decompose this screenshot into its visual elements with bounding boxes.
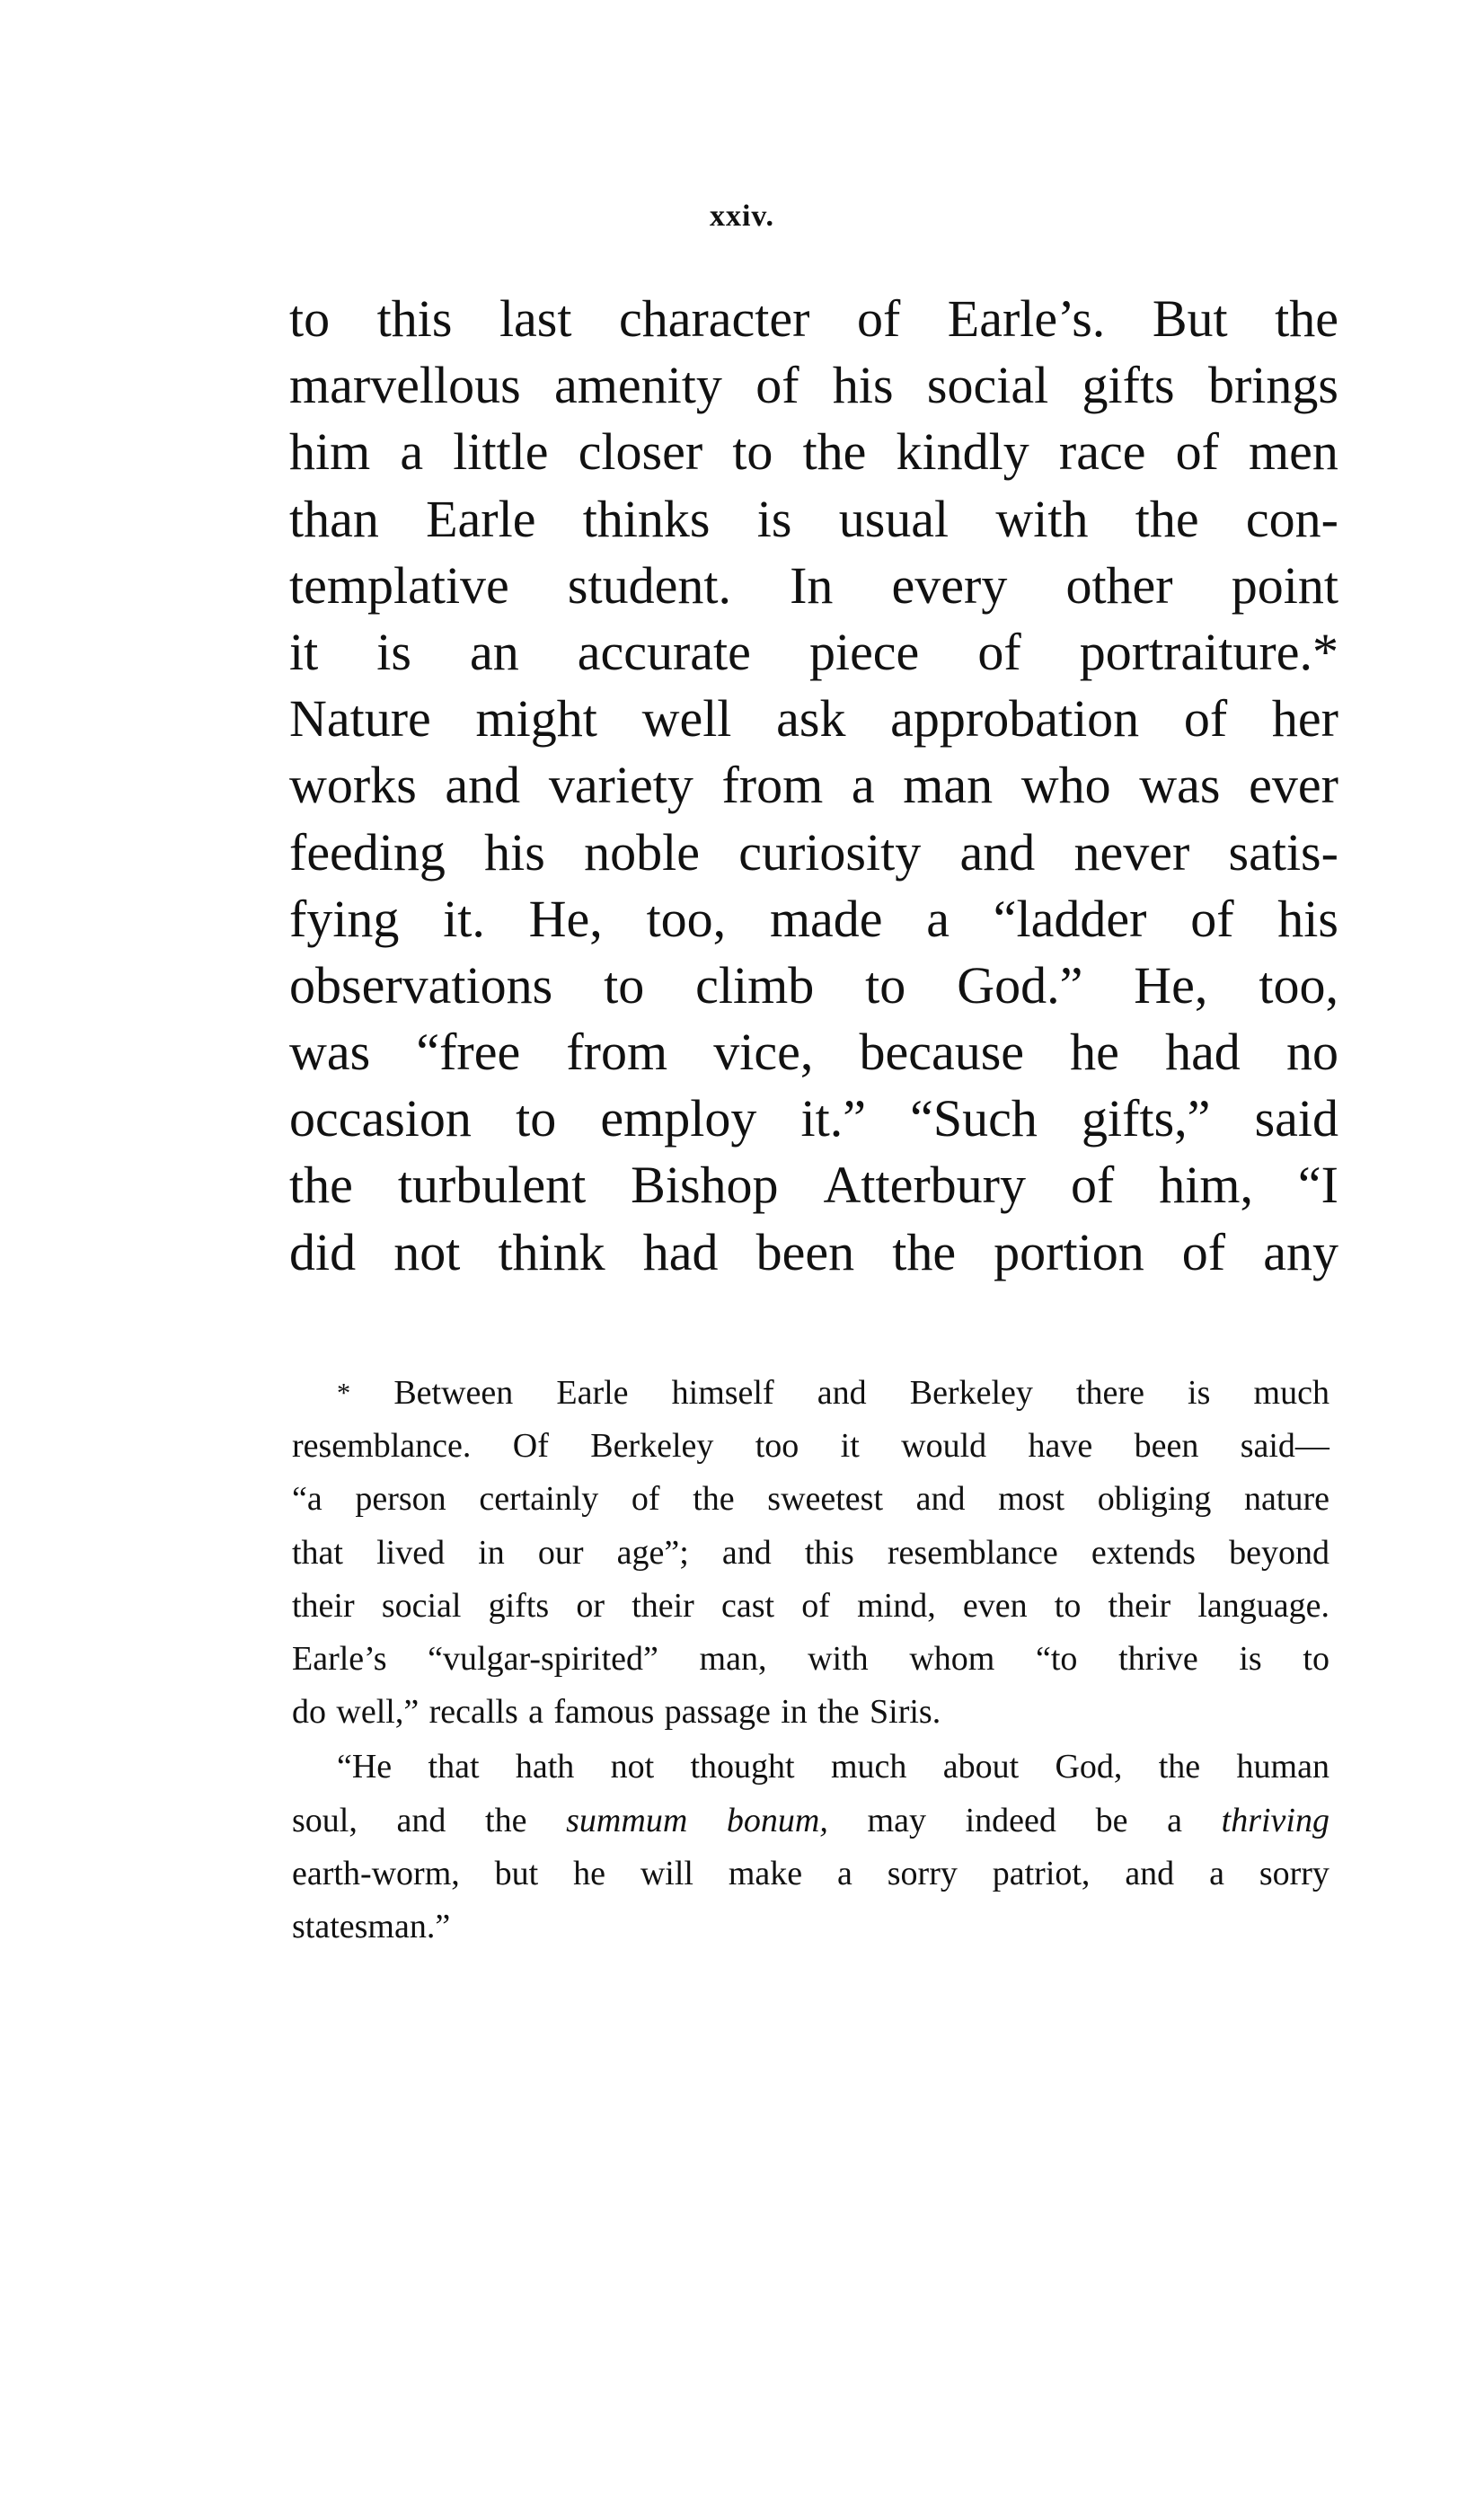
word: a <box>400 422 424 482</box>
word: amenity <box>554 356 722 415</box>
word: beyond <box>1229 1533 1329 1572</box>
footnote-line <box>292 1367 1329 1420</box>
word: much <box>830 1748 907 1786</box>
word: been <box>1134 1427 1199 1466</box>
word: well <box>641 689 732 749</box>
word: his <box>484 822 545 882</box>
text-line <box>289 619 1338 686</box>
text-line <box>289 1086 1338 1152</box>
word: or <box>576 1586 605 1625</box>
word: not <box>393 1222 461 1281</box>
word: our <box>537 1533 584 1572</box>
word: recalls <box>428 1693 518 1732</box>
word: and <box>817 1374 867 1412</box>
word: it <box>289 622 319 681</box>
footnote <box>292 1367 1329 1954</box>
word: portion <box>994 1222 1144 1281</box>
word: any <box>1263 1222 1338 1281</box>
word: an <box>469 622 519 681</box>
word: turbulent <box>397 1156 587 1215</box>
word: this <box>376 289 453 348</box>
footnote-line <box>292 1527 1329 1580</box>
word: sorry <box>1259 1854 1329 1892</box>
word: of <box>1175 422 1219 482</box>
word: statesman.” <box>292 1907 451 1945</box>
word: even <box>962 1586 1028 1625</box>
word: sorry <box>887 1854 958 1892</box>
word: employ <box>600 1089 757 1148</box>
word: thought <box>690 1748 795 1786</box>
word: soul, <box>292 1801 358 1839</box>
word: piece <box>808 622 920 681</box>
word: accurate <box>577 622 751 681</box>
word: cast <box>721 1586 775 1625</box>
text-line <box>289 286 1338 352</box>
word: vice, <box>713 1023 814 1082</box>
word: Berkeley <box>909 1374 1033 1412</box>
word: student. <box>567 555 731 615</box>
word: Of <box>512 1427 549 1466</box>
word: social <box>926 356 1049 415</box>
word: age”; <box>616 1533 689 1572</box>
word: curiosity <box>738 822 922 882</box>
word: occasion <box>289 1089 472 1148</box>
word: Bishop <box>631 1156 779 1215</box>
word: that <box>428 1748 480 1786</box>
word: language. <box>1197 1586 1329 1625</box>
word: and <box>915 1480 966 1519</box>
word: feeding <box>289 822 446 882</box>
word: resemblance <box>887 1533 1058 1572</box>
word: and <box>396 1801 446 1839</box>
word: from <box>721 756 824 815</box>
word: him, <box>1159 1156 1253 1215</box>
footnote-line <box>292 1633 1329 1686</box>
page-number: xxiv. <box>709 199 775 233</box>
word: “vulgar-spirited” <box>428 1639 658 1678</box>
word: a <box>528 1693 543 1732</box>
word: Berkeley <box>590 1427 714 1466</box>
word: “Such <box>910 1089 1038 1148</box>
word: he <box>573 1854 605 1892</box>
word: thriving <box>1221 1801 1329 1839</box>
word: in <box>781 1693 808 1732</box>
word: a <box>926 889 950 948</box>
word: of <box>1181 1222 1226 1281</box>
word: him <box>289 422 371 482</box>
text-line <box>289 886 1338 953</box>
word: mind, <box>857 1586 936 1625</box>
text-line <box>289 1152 1338 1219</box>
word: God.” <box>957 955 1083 1015</box>
word: of <box>977 622 1021 681</box>
word: may <box>867 1801 926 1839</box>
footnote-line <box>292 1741 1329 1794</box>
text-line <box>289 1019 1338 1086</box>
word: hath <box>515 1748 575 1786</box>
word: with <box>995 489 1089 548</box>
word: too, <box>646 889 727 948</box>
word: God, <box>1055 1748 1123 1786</box>
word: Earle’s. <box>947 289 1106 348</box>
word: variety <box>548 756 693 815</box>
word: social <box>381 1586 462 1625</box>
word: “free <box>416 1023 521 1082</box>
word: well,” <box>336 1693 420 1732</box>
word: her <box>1271 689 1338 749</box>
word: than <box>289 489 379 548</box>
word: was <box>1139 756 1221 815</box>
word: “to <box>1035 1639 1078 1678</box>
word: of <box>755 356 799 415</box>
word: Siris. <box>870 1693 941 1732</box>
text-line <box>289 486 1338 553</box>
word: Nature <box>289 689 431 749</box>
word: do <box>292 1693 326 1732</box>
text-line <box>289 419 1338 485</box>
word: a <box>851 756 875 815</box>
word: every <box>891 555 1008 615</box>
word: would <box>901 1427 987 1466</box>
text-line <box>289 953 1338 1019</box>
word: their <box>1108 1586 1171 1625</box>
word: person <box>355 1480 446 1519</box>
word: point <box>1231 555 1338 615</box>
word: gifts <box>488 1586 550 1625</box>
word: last <box>499 289 572 348</box>
word: a <box>837 1854 852 1892</box>
word: too, <box>1259 955 1338 1015</box>
word: a <box>1167 1801 1182 1839</box>
word: man <box>903 756 994 815</box>
word: and <box>959 822 1036 882</box>
word: usual <box>838 489 950 548</box>
word: certainly <box>479 1480 599 1519</box>
word: is <box>376 622 411 681</box>
word: never <box>1073 822 1190 882</box>
word: observations <box>289 955 553 1015</box>
word: did <box>289 1222 357 1281</box>
word: had <box>1165 1023 1241 1082</box>
word: thrive <box>1118 1639 1198 1678</box>
word: Earle’s <box>292 1639 387 1678</box>
word: satis- <box>1228 822 1338 882</box>
word: “He <box>337 1748 393 1786</box>
word: it.” <box>800 1089 866 1148</box>
word: to <box>604 955 645 1015</box>
word: patriot, <box>992 1854 1091 1892</box>
word: noble <box>584 822 700 882</box>
word: to <box>732 422 773 482</box>
word: and <box>721 1533 772 1572</box>
word: made <box>769 889 883 948</box>
footnote-line <box>292 1848 1329 1901</box>
footnote-line <box>292 1580 1329 1633</box>
word: to <box>1303 1639 1329 1678</box>
word: He, <box>1134 955 1208 1015</box>
word: the <box>892 1222 957 1281</box>
word: their <box>292 1586 355 1625</box>
word: from <box>566 1023 668 1082</box>
word: of <box>631 1480 660 1519</box>
body-text <box>289 286 1338 1286</box>
word: have <box>1028 1427 1093 1466</box>
word: the <box>289 1156 353 1215</box>
word: and <box>445 756 521 815</box>
word: of <box>801 1586 830 1625</box>
word: race <box>1058 422 1146 482</box>
word: little <box>453 422 549 482</box>
word: Earle <box>556 1374 629 1412</box>
word: this <box>804 1533 854 1572</box>
word: whom <box>909 1639 995 1678</box>
word: that <box>292 1533 343 1572</box>
word: he <box>1070 1023 1119 1082</box>
word: Between <box>393 1374 514 1412</box>
word: sweetest <box>767 1480 884 1519</box>
footnote-line <box>292 1473 1329 1526</box>
word: works <box>289 756 417 815</box>
text-line <box>289 352 1338 419</box>
word: character <box>618 289 810 348</box>
word: a <box>1209 1854 1224 1892</box>
word: think <box>498 1222 605 1281</box>
word: not <box>610 1748 655 1786</box>
word: in <box>478 1533 505 1572</box>
word: climb <box>695 955 815 1015</box>
word: passage <box>664 1693 771 1732</box>
footnote-marker: * <box>337 1378 351 1408</box>
word: make <box>728 1854 803 1892</box>
word: ask <box>776 689 846 749</box>
word: “I <box>1297 1156 1338 1215</box>
word: no <box>1285 1023 1338 1082</box>
word: the <box>485 1801 527 1839</box>
word: will <box>640 1854 693 1892</box>
word: bonum, <box>726 1801 828 1839</box>
word: lived <box>376 1533 446 1572</box>
word: of <box>1070 1156 1115 1215</box>
word: thinks <box>582 489 711 548</box>
text-line <box>289 553 1338 619</box>
text-line <box>289 752 1338 819</box>
word: is <box>1188 1374 1211 1412</box>
word: much <box>1253 1374 1329 1412</box>
word: with <box>808 1639 869 1678</box>
word: be <box>1095 1801 1128 1839</box>
word: ever <box>1249 756 1338 815</box>
word: closer <box>578 422 703 482</box>
footnote-line <box>292 1686 1329 1739</box>
word: there <box>1075 1374 1144 1412</box>
word: gifts,” <box>1082 1089 1211 1148</box>
word: gifts <box>1082 356 1175 415</box>
footnote-line <box>292 1795 1329 1848</box>
word: said <box>1254 1089 1338 1148</box>
word: extends <box>1091 1533 1196 1572</box>
word: famous <box>553 1693 655 1732</box>
word: to <box>1054 1586 1082 1625</box>
word: men <box>1249 422 1338 482</box>
word: the <box>1158 1748 1201 1786</box>
word: brings <box>1207 356 1338 415</box>
word: other <box>1065 555 1173 615</box>
word: his <box>1277 889 1338 948</box>
word: might <box>475 689 597 749</box>
word: earth-worm, <box>292 1854 460 1892</box>
word: of <box>856 289 901 348</box>
footnote-line <box>292 1901 1329 1954</box>
word: portraiture.* <box>1079 622 1338 681</box>
word: con- <box>1245 489 1338 548</box>
word: “a <box>292 1480 322 1519</box>
word: summum <box>566 1801 688 1839</box>
word: nature <box>1244 1480 1329 1519</box>
word: He, <box>528 889 603 948</box>
word: been <box>755 1222 855 1281</box>
word: his <box>832 356 894 415</box>
word: of <box>1183 689 1228 749</box>
word: the <box>817 1693 860 1732</box>
word: himself <box>671 1374 774 1412</box>
word: templative <box>289 555 509 615</box>
word: to <box>289 289 331 348</box>
word: approbation <box>890 689 1140 749</box>
word: their <box>632 1586 694 1625</box>
word: the <box>1275 289 1338 348</box>
word: But <box>1152 289 1228 348</box>
word: obliging <box>1097 1480 1212 1519</box>
word: said— <box>1240 1427 1329 1466</box>
word: Earle <box>426 489 536 548</box>
word: resemblance. <box>292 1427 472 1466</box>
word: but <box>494 1854 539 1892</box>
word: the <box>1135 489 1199 548</box>
word: marvellous <box>289 356 521 415</box>
word: about <box>942 1748 1020 1786</box>
footnote-line <box>292 1420 1329 1473</box>
word: to <box>865 955 906 1015</box>
text-line <box>289 686 1338 752</box>
word: because <box>859 1023 1025 1082</box>
word: most <box>998 1480 1065 1519</box>
word: Atterbury <box>823 1156 1026 1215</box>
word: of <box>1190 889 1234 948</box>
word: it. <box>443 889 485 948</box>
text-line <box>289 820 1338 886</box>
word: too <box>755 1427 799 1466</box>
word: to <box>516 1089 557 1148</box>
word: kindly <box>896 422 1029 482</box>
word: is <box>756 489 792 548</box>
word: the <box>802 422 867 482</box>
word: man, <box>699 1639 767 1678</box>
word: the <box>693 1480 735 1519</box>
word: is <box>1239 1639 1262 1678</box>
word: it <box>840 1427 860 1466</box>
text-line <box>289 1219 1338 1286</box>
word: had <box>642 1222 719 1281</box>
word: was <box>289 1023 371 1082</box>
word: “ladder <box>993 889 1147 948</box>
word: fying <box>289 889 400 948</box>
word: and <box>1125 1854 1175 1892</box>
word: who <box>1020 756 1111 815</box>
word: In <box>790 555 834 615</box>
word: indeed <box>965 1801 1056 1839</box>
word: human <box>1236 1748 1329 1786</box>
